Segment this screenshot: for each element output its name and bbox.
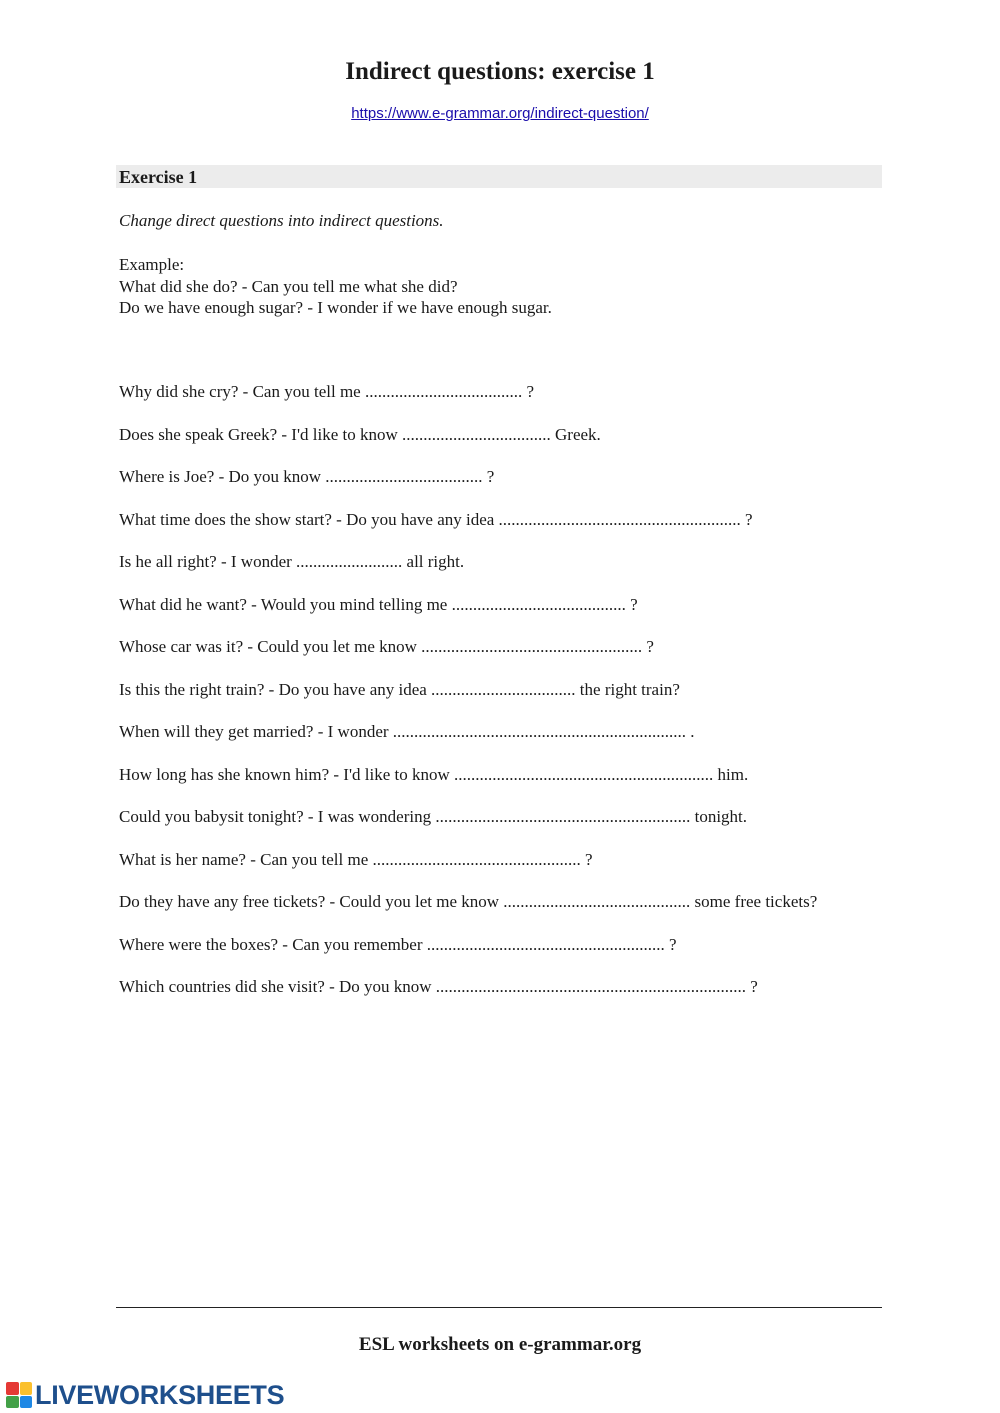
question-item: Is he all right? - I wonder ......................... all right. xyxy=(119,552,465,571)
question-item: When will they get married? - I wonder ..................................................................... . xyxy=(119,722,695,741)
exercise-heading: Exercise 1 xyxy=(116,165,882,188)
question-item: Whose car was it? - Could you let me know .................................................... ? xyxy=(119,637,654,656)
question-item: Where is Joe? - Do you know ..................................... ? xyxy=(119,467,495,486)
question-item: Why did she cry? - Can you tell me ..................................... ? xyxy=(119,382,535,401)
source-link[interactable]: https://www.e-grammar.org/indirect-question/ xyxy=(351,105,649,122)
example-line: What did she do? - Can you tell me what she did? xyxy=(119,276,458,296)
question-item: Could you babysit tonight? - I was wondering ............................................................ tonight. xyxy=(119,807,748,826)
question-item: What time does the show start? - Do you have any idea ......................................................... ? xyxy=(119,509,753,529)
logo-square xyxy=(20,1396,33,1409)
question-item: Does she speak Greek? - I'd like to know ................................... Greek. xyxy=(119,424,601,444)
footer-divider xyxy=(116,1307,882,1308)
example-line: Do we have enough sugar? - I wonder if we have enough sugar. xyxy=(119,298,552,317)
question-item: Which countries did she visit? - Do you know ......................................................................... ? xyxy=(119,977,758,996)
liveworksheets-logo-text: LIVEWORKSHEETS xyxy=(35,1379,285,1410)
question-item: Do they have any free tickets? - Could you let me know ............................................ some free tickets? xyxy=(119,892,818,911)
logo-square xyxy=(20,1382,33,1395)
source-link-row xyxy=(0,105,1000,122)
example-block xyxy=(119,254,552,319)
liveworksheets-logo-icon xyxy=(6,1382,32,1408)
question-item: Where were the boxes? - Can you remember ........................................................ ? xyxy=(119,934,677,954)
example-label: Example: xyxy=(119,255,185,274)
question-list xyxy=(119,381,817,1019)
footer-text: ESL worksheets on e-grammar.org xyxy=(358,1334,642,1355)
logo-square xyxy=(6,1382,19,1395)
question-item: Is this the right train? - Do you have any idea .................................. the right train? xyxy=(119,679,680,699)
logo-square xyxy=(6,1396,19,1409)
exercise-instruction: Change direct questions into indirect questions. xyxy=(119,211,444,230)
question-item: How long has she known him? - I'd like to know ............................................................. him. xyxy=(119,764,749,784)
page-title: Indirect questions: exercise 1 xyxy=(345,58,655,85)
question-item: What did he want? - Would you mind telling me ......................................... ? xyxy=(119,594,638,614)
liveworksheets-logo[interactable] xyxy=(6,1380,284,1410)
question-item: What is her name? - Can you tell me ................................................. ? xyxy=(119,849,593,869)
